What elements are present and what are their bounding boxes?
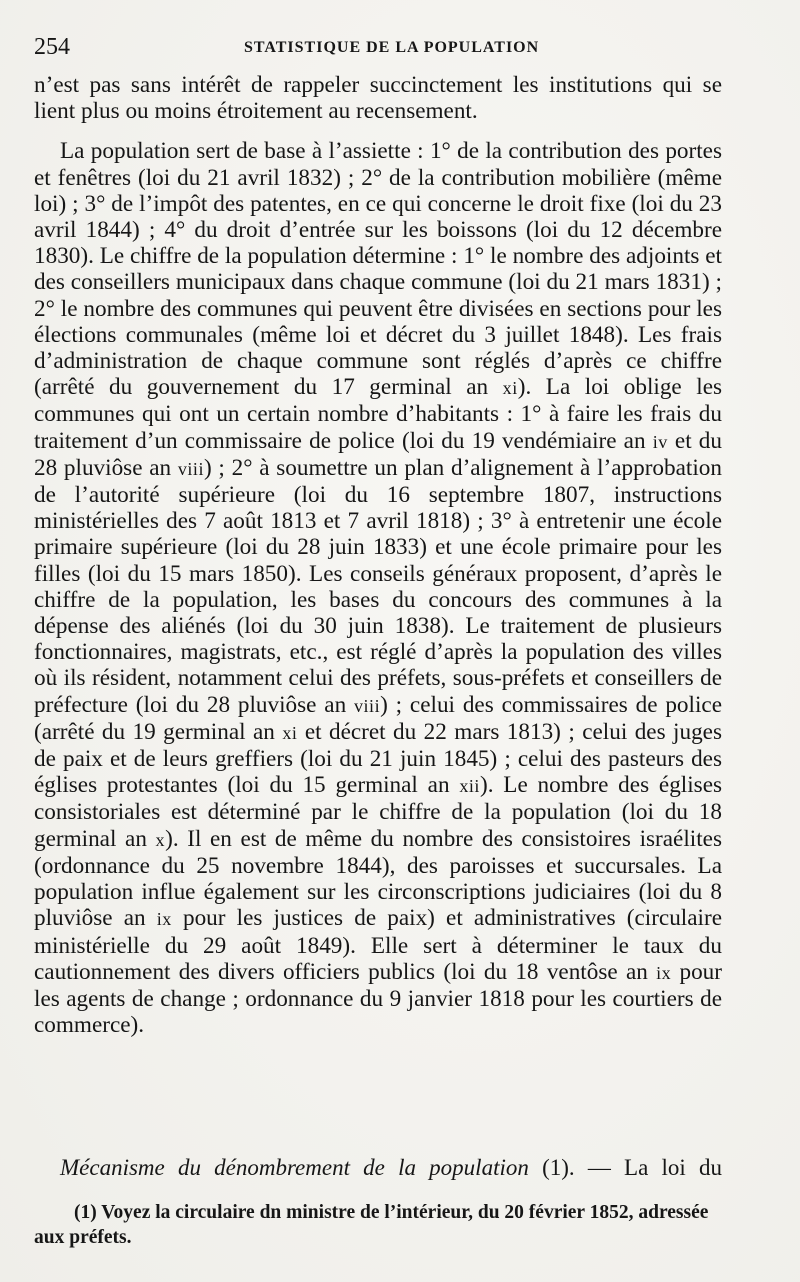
- roman-numeral: xi: [502, 378, 518, 399]
- running-title: STATISTIQUE DE LA POPULATION: [244, 39, 540, 56]
- roman-numeral: xii: [459, 776, 480, 797]
- footnote: (1) Voyez la circulaire dn ministre de l’intérieur, du 20 février 1852, adressée aux préfets.: [34, 1202, 709, 1248]
- section-heading-line: [60, 1154, 722, 1182]
- section-continuation: — La loi du: [587, 1155, 722, 1180]
- text-run: La population sert de base à l’assiette : 1° de la contribution des portes et fenêtres (loi du 21 avril 1832) ; 2° de la contribution mobilière (même loi) ; 3° de l’impôt des patentes, en ce qui concerne le droit fixe (loi du 23 avril 1844) ; 4° du droit d’entrée sur les boissons (loi du 12 décembre 1830). Le chiffre de la population détermine : 1° le nombre des adjoints et des conseillers municipaux dans chaque commune (loi du 21 mars 1831) ; 2° le nombre des communes qui peuvent être divisées en sections pour les élections communales (même loi et décret du 3 juillet 1848). Les frais d’administration de chaque commune sont réglés d’après ce chiffre (arrêté du gouvernement du 17 germinal an: [34, 138, 722, 401]
- text-run: et du 28 pluviôse an: [34, 427, 722, 481]
- text-run: ). Le nombre des églises consistoriales est déterminé par le chiffre de la population (loi du 18 germinal an: [34, 772, 723, 852]
- text-run: ) ; celui des commissaires de police (arrêté du 19 germinal an: [34, 691, 722, 745]
- text-run: et décret du 22 mars 1813) ; celui des juges de paix et de leurs greffiers (loi du 21 juin 1845) ; celui des pasteurs des églises protestantes (loi du 15 germinal an: [34, 718, 722, 799]
- paragraph-continuation: n’est pas sans intérêt de rappeler succinctement les institutions qui se lient plus ou moins étroitement au recensement.: [34, 72, 722, 125]
- footnote-reference: (1).: [542, 1155, 575, 1180]
- section-title: Mécanisme du dénombrement de la population: [60, 1155, 529, 1180]
- roman-numeral: viii: [354, 695, 381, 716]
- text-run: pour les agents de change ; ordonnance du 9 janvier 1818 pour les courtiers de commerce).: [34, 958, 722, 1039]
- roman-numeral: iv: [652, 431, 668, 452]
- roman-numeral: viii: [177, 458, 204, 479]
- text-run: ) ; 2° à soumettre un plan d’alignement à l’approbation de l’autorité supérieure (loi du 16 septembre 1807, instructions ministérielles des 7 août 1813 et 7 avril 1818) ; 3° à entretenir une école primaire supérieure (loi du 28 juin 1833) et une école primaire pour les filles (loi du 15 mars 1850). Les conseils généraux proposent, d’après le chiffre de la population, les bases du concours des communes à la dépense des aliénés (loi du 30 juin 1838). Le traitement de plusieurs fonctionnaires, magistrats, etc., est réglé d’après la population des villes où ils résident, notamment celui des préfets, sous-préfets et conseillers de préfecture (loi du 28 pluviôse an: [34, 454, 722, 718]
- body-text: [34, 72, 722, 1038]
- running-head: [34, 34, 734, 64]
- text-run: ). Il en est de même du nombre des consistoires israélites (ordonnance du 25 novembre 1844), des paroisses et succursales. La population influe également sur les circonscriptions judiciaires (loi du 8 pluviôse an: [34, 825, 722, 932]
- paragraph-population-uses: [34, 138, 722, 1038]
- text-run: pour les justices de paix) et administratives (circulaire ministérielle du 29 août 1849). Elle sert à déterminer le taux du cautionnement des divers officiers publics (loi du 18 ventôse an: [34, 905, 723, 985]
- text-run: ). La loi oblige les communes qui ont un certain nombre d’habitants : 1° à faire les frais du traitement d’un commissaire de police (loi du 19 vendémiaire an: [34, 374, 723, 454]
- page-number: 254: [34, 34, 70, 60]
- roman-numeral: ix: [156, 909, 172, 930]
- roman-numeral: ix: [656, 962, 672, 983]
- roman-numeral: xi: [282, 722, 298, 743]
- roman-numeral: x: [155, 829, 166, 850]
